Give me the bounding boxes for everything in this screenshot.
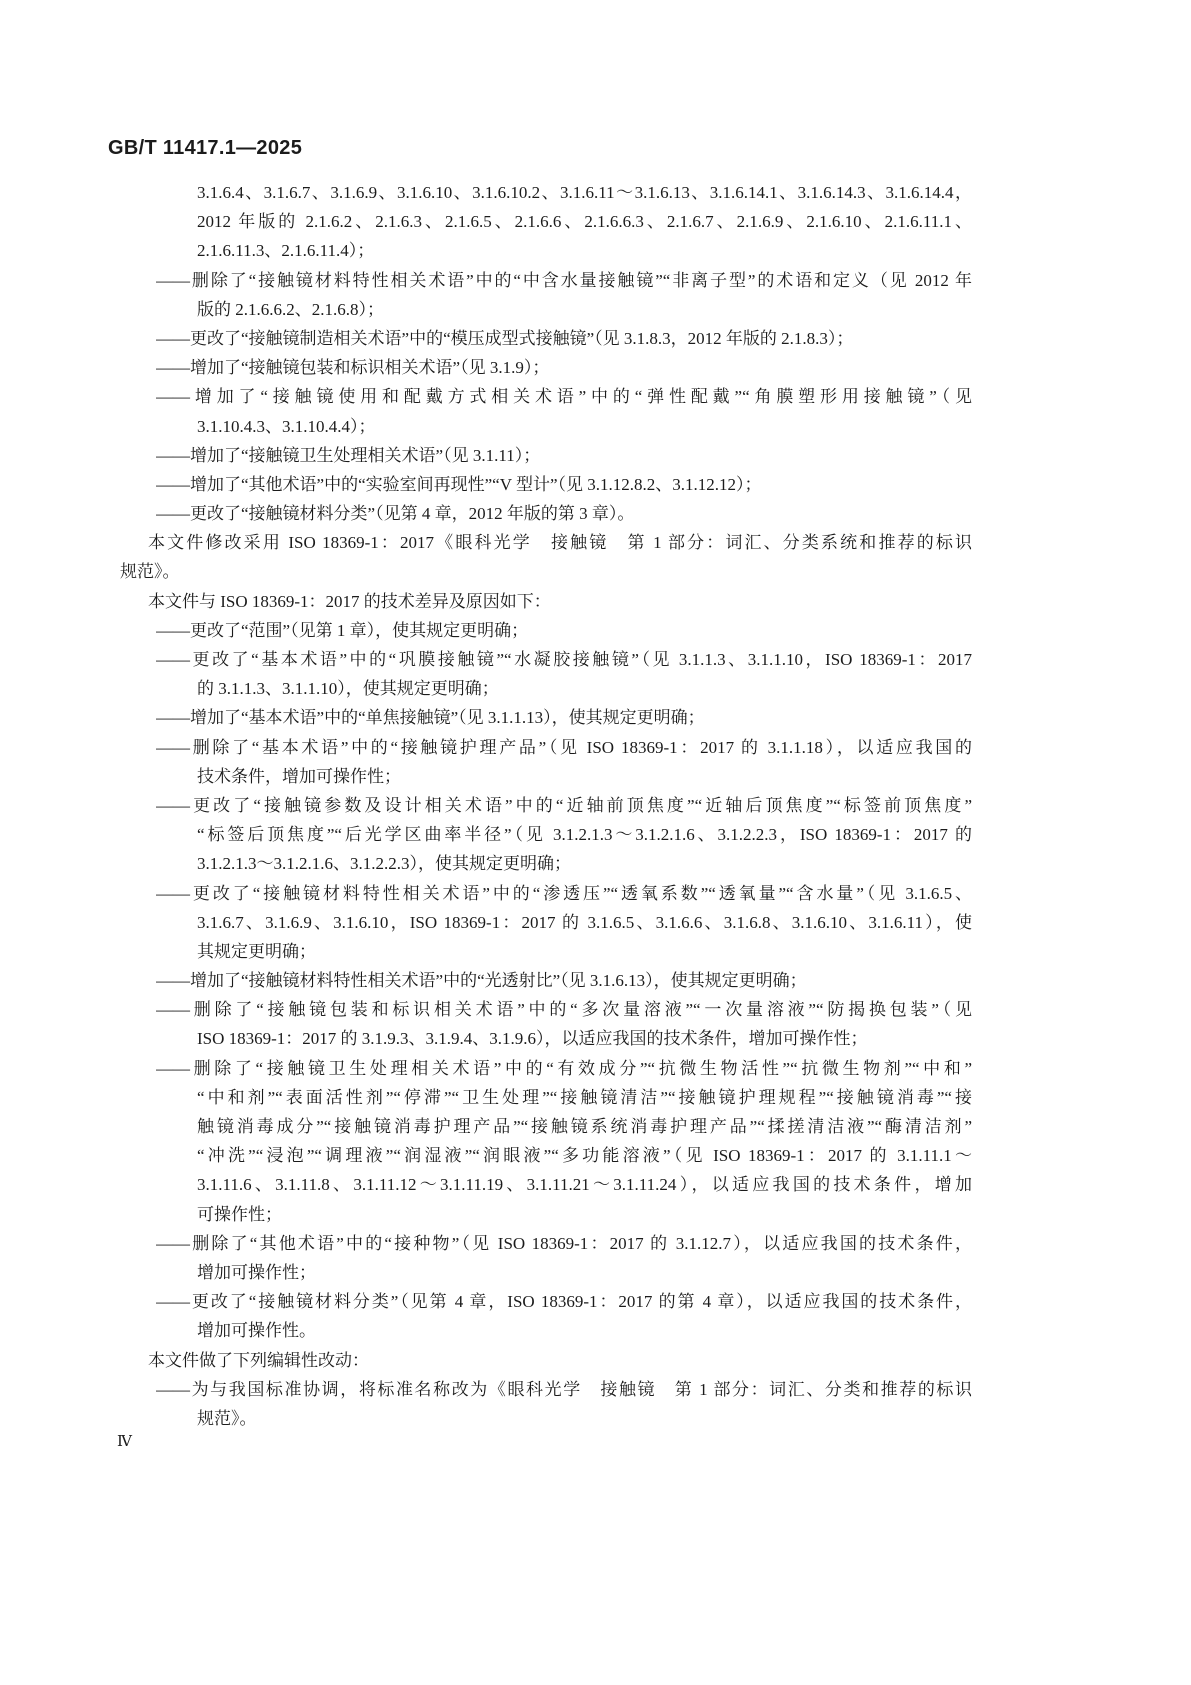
text-line: ——为与我国标准协调，将标准名称改为《眼科光学 接触镜 第 1 部分：词汇、分类和推荐的标识 [156, 1379, 972, 1399]
list-item [120, 1054, 972, 1229]
text-line: ——增加了“接触镜材料特性相关术语”中的“光透射比”（见 3.1.6.13），使其规定更明确； [156, 971, 807, 991]
list-item [120, 1229, 972, 1287]
text-line: ——更改了“接触镜制造相关术语”中的“模压成型式接触镜”（见 3.1.8.3，2012 年版的 2.1.8.3）； [156, 328, 854, 348]
text-line: 3.1.2.1.3～3.1.2.1.6、3.1.2.2.3），使其规定更明确； [197, 854, 571, 874]
list-item [120, 733, 972, 791]
text-line: 增加可操作性； [197, 1262, 316, 1282]
list-item [120, 645, 972, 703]
list-item [120, 1375, 972, 1433]
text-line: 可操作性； [197, 1204, 282, 1224]
differences-intro: 本文件与 ISO 18369-1：2017 的技术差异及原因如下： [148, 591, 551, 611]
text-line: ——删除了“接触镜卫生处理相关术语”中的“有效成分”“抗微生物活性”“抗微生物剂”“中和” [156, 1058, 972, 1078]
text-line: ——更改了“接触镜材料分类”（见第 4 章，2012 年版的第 3 章）。 [156, 504, 635, 524]
editorial-changes-list [120, 1375, 972, 1433]
adoption-paragraph [120, 528, 972, 586]
text-line: “中和剂”“表面活性剂”“停滞”“卫生处理”“接触镜清洁”“接触镜护理规程”“接触镜消毒”“接 [197, 1087, 972, 1107]
text-line: 的 3.1.1.3、3.1.1.10），使其规定更明确； [197, 679, 499, 699]
standard-number: GB/T 11417.1—2025 [108, 137, 303, 159]
list-item [120, 324, 972, 353]
text-line: ——增加了“接触镜使用和配戴方式相关术语”中的“弹性配戴”“角膜塑形用接触镜”（见 [156, 387, 972, 407]
text-line: “标签后顶焦度”“后光学区曲率半径”（见 3.1.2.1.3～3.1.2.1.6、3.1.2.2.3，ISO 18369-1：2017 的 [197, 825, 972, 845]
revision-changes-list [120, 266, 972, 529]
text-line: ——增加了“接触镜包装和标识相关术语”（见 3.1.9）； [156, 358, 550, 378]
text-line: ——更改了“接触镜材料特性相关术语”中的“渗透压”“透氧系数”“透氧量”“含水量”（见 3.1.6.5、 [156, 883, 972, 903]
list-item [120, 791, 972, 879]
list-item-continued [120, 178, 972, 266]
list-item [120, 441, 972, 470]
text-line: 规范》。 [120, 562, 180, 582]
text-line: ——增加了“基本术语”中的“单焦接触镜”（见 3.1.1.13），使其规定更明确； [156, 708, 705, 728]
text-line: ——更改了“范围”（见第 1 章），使其规定更明确； [156, 620, 529, 640]
list-item [120, 1287, 972, 1345]
list-item [120, 382, 972, 440]
text-line: 技术条件，增加可操作性； [197, 766, 401, 786]
text-line: 其规定更明确； [197, 941, 316, 961]
text-line: 增加可操作性。 [197, 1321, 316, 1341]
list-item [120, 616, 972, 645]
text-line: 2012 年版的 2.1.6.2、2.1.6.3、2.1.6.5、2.1.6.6、2.1.6.6.3、2.1.6.7、2.1.6.9、2.1.6.10、2.1.6.11.1、 [197, 212, 972, 232]
text-line: 规范》。 [197, 1408, 257, 1428]
text-line: ISO 18369-1：2017 的 3.1.9.3、3.1.9.4、3.1.9.6），以适应我国的技术条件，增加可操作性； [197, 1029, 868, 1049]
editorial-intro: 本文件做了下列编辑性改动： [148, 1350, 369, 1370]
list-item [120, 966, 972, 995]
text-line: ——更改了“基本术语”中的“巩膜接触镜”“水凝胶接触镜”（见 3.1.1.3、3.1.1.10，ISO 18369-1：2017 [156, 650, 972, 669]
text-line: 3.1.6.7、3.1.6.9、3.1.6.10，ISO 18369-1：2017 的 3.1.6.5、3.1.6.6、3.1.6.8、3.1.6.10、3.1.6.11），使 [197, 912, 972, 932]
page-number: Ⅳ [117, 1432, 132, 1450]
text-line: ——删除了“接触镜包装和标识相关术语”中的“多次量溶液”“一次量溶液”“防揭换包装”（见 [156, 1000, 972, 1020]
text-line: ——更改了“接触镜材料分类”（见第 4 章，ISO 18369-1：2017 的第 4 章），以适应我国的技术条件， [156, 1292, 972, 1312]
text-line: ——删除了“接触镜材料特性相关术语”中的“中含水量接触镜”“非离子型”的术语和定义（见 2012 年 [156, 270, 972, 290]
list-item [120, 353, 972, 382]
text-line: 3.1.10.4.3、3.1.10.4.4）； [197, 416, 376, 436]
list-item [120, 266, 972, 324]
text-line: “冲洗”“浸泡”“调理液”“润湿液”“润眼液”“多功能溶液”（见 ISO 18369-1：2017 的 3.1.11.1～ [197, 1146, 972, 1166]
text-line: ——增加了“接触镜卫生处理相关术语”（见 3.1.11）； [156, 445, 541, 465]
text-line: 3.1.6.4、3.1.6.7、3.1.6.9、3.1.6.10、3.1.6.10.2、3.1.6.11～3.1.6.13、3.1.6.14.1、3.1.6.14.3、3.1.6.14.4， [197, 183, 972, 202]
text-line: ——增加了“其他术语”中的“实验室间再现性”“V 型计”（见 3.1.12.8.2、3.1.12.12）； [156, 474, 762, 494]
text-line: ——删除了“基本术语”中的“接触镜护理产品”（见 ISO 18369-1：2017 的 3.1.1.18），以适应我国的 [156, 737, 972, 757]
foreword-text [120, 178, 972, 1433]
text-line: 版的 2.1.6.6.2、2.1.6.8）； [197, 299, 384, 319]
list-item [120, 995, 972, 1053]
text-line: 触镜消毒成分”“接触镜消毒护理产品”“接触镜系统消毒护理产品”“揉搓清洁液”“酶清洁剂” [197, 1117, 972, 1136]
text-line: ——删除了“其他术语”中的“接种物”（见 ISO 18369-1：2017 的 3.1.12.7），以适应我国的技术条件， [156, 1233, 972, 1253]
text-line: 3.1.11.6、3.1.11.8、3.1.11.12～3.1.11.19、3.1.11.21～3.1.11.24），以适应我国的技术条件，增加 [197, 1175, 972, 1195]
text-line: 2.1.6.11.3、2.1.6.11.4）； [197, 241, 375, 261]
technical-differences-list [120, 616, 972, 1346]
list-item [120, 703, 972, 732]
list-item [120, 499, 972, 528]
text-line: ——更改了“接触镜参数及设计相关术语”中的“近轴前顶焦度”“近轴后顶焦度”“标签前顶焦度” [156, 795, 972, 815]
list-item [120, 470, 972, 499]
text-line: 本文件修改采用 ISO 18369-1：2017《眼科光学 接触镜 第 1 部分：词汇、分类系统和推荐的标识 [148, 533, 972, 553]
list-item [120, 879, 972, 967]
